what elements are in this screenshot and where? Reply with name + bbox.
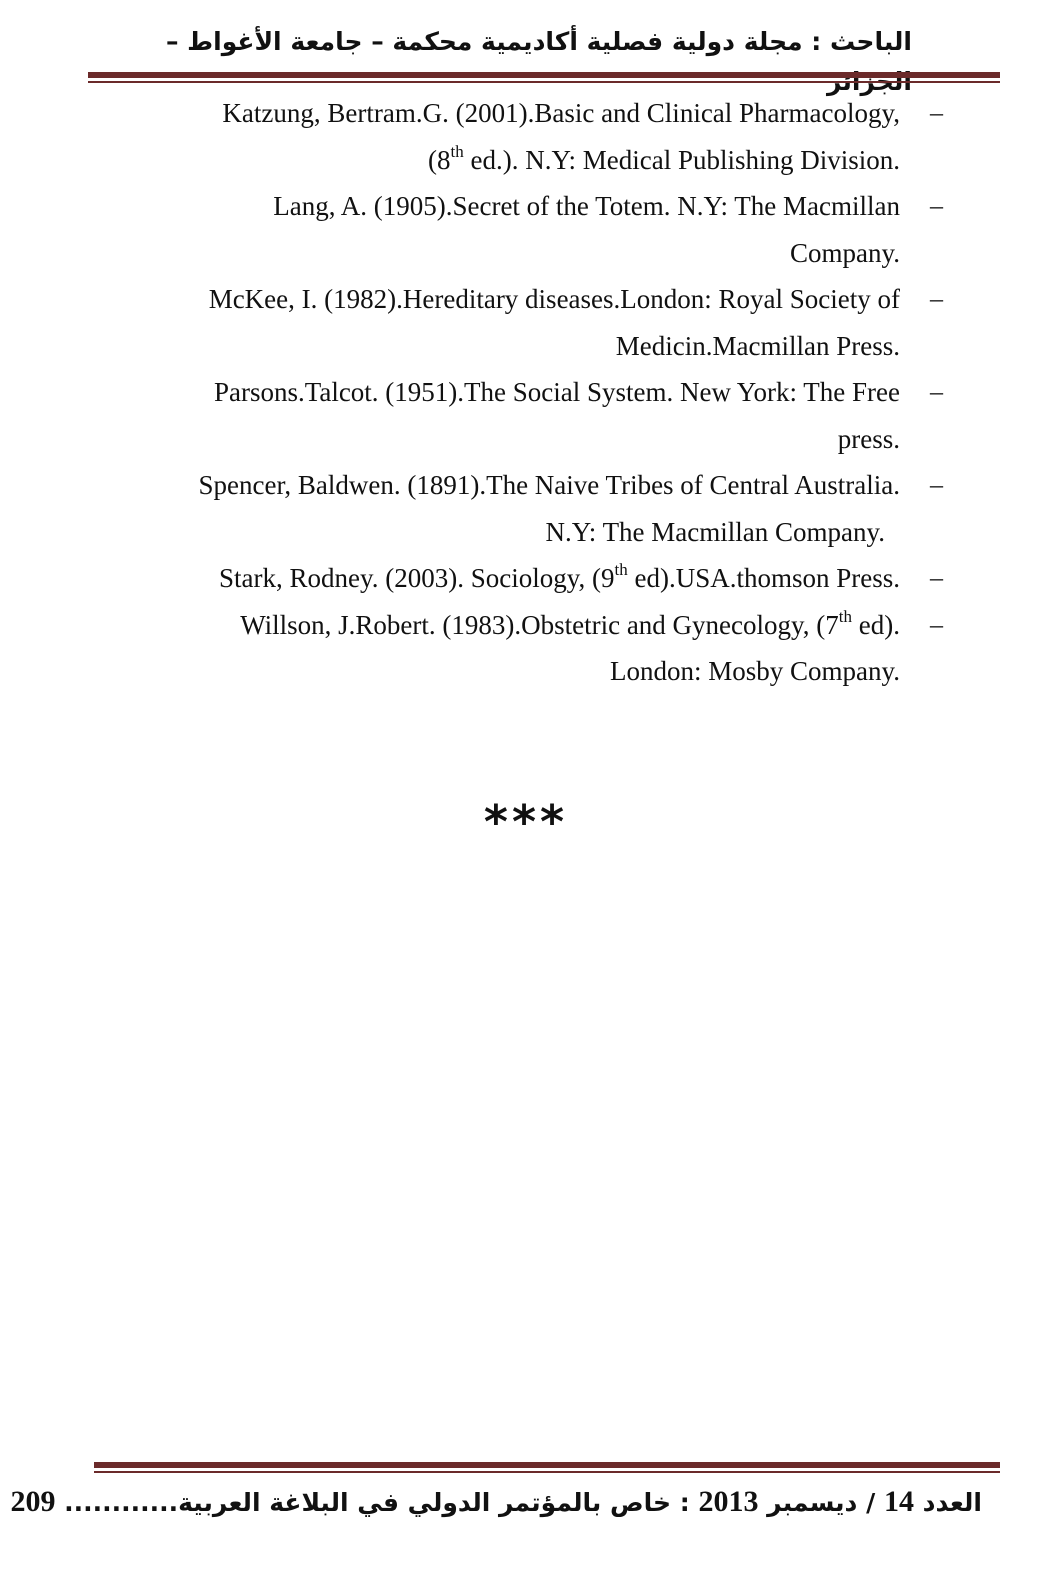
list-dash: – xyxy=(930,284,943,313)
list-dash: – xyxy=(930,470,943,499)
reference-line-continued: (8th ed.). N.Y: Medical Publishing Division. xyxy=(428,141,900,175)
reference-line: Katzung, Bertram.G. (2001).Basic and Clinical Pharmacology, xyxy=(222,98,900,128)
list-dash: – xyxy=(930,609,943,639)
reference-list xyxy=(70,90,950,695)
reference-line: Stark, Rodney. (2003). Sociology, (9th ed).USA.thomson Press. xyxy=(219,560,900,593)
reference-item xyxy=(70,90,950,183)
reference-line-continued: Medicin.Macmillan Press. xyxy=(615,330,900,361)
list-dash: – xyxy=(930,563,943,592)
issue-number: 14 xyxy=(883,1485,914,1518)
reference-item xyxy=(70,369,950,462)
list-dash: – xyxy=(930,377,943,406)
issue-label: العدد xyxy=(922,1488,982,1517)
reference-line: McKee, I. (1982).Hereditary diseases.London: Royal Society of xyxy=(208,284,900,314)
reference-line: Spencer, Baldwen. (1891).The Naive Tribes of Central Australia. xyxy=(198,470,900,500)
reference-item xyxy=(70,555,950,602)
reference-item xyxy=(70,276,950,369)
footer-slash: / xyxy=(866,1488,876,1517)
footer-year: 2013 xyxy=(698,1485,759,1518)
footer-rule xyxy=(94,1462,1000,1473)
reference-line-continued: N.Y: The Macmillan Company. xyxy=(545,516,885,547)
footer-month: ديسمبر xyxy=(767,1488,858,1517)
footer-description: : خاص بالمؤتمر الدولي في البلاغة العربية............ xyxy=(64,1488,690,1517)
list-dash: – xyxy=(930,98,943,127)
reference-item xyxy=(70,183,950,276)
list-dash: – xyxy=(930,191,943,220)
running-footer xyxy=(10,1478,982,1527)
reference-line-continued: press. xyxy=(837,423,900,454)
header-rule xyxy=(88,72,1000,83)
reference-line: Lang, A. (1905).Secret of the Totem. N.Y: The Macmillan xyxy=(273,191,900,221)
reference-item xyxy=(70,602,950,695)
reference-line: Willson, J.Robert. (1983).Obstetric and Gynecology, (7th ed). xyxy=(240,606,900,640)
page-number: 209 xyxy=(10,1485,56,1518)
reference-line-continued: London: Mosby Company. xyxy=(610,656,900,686)
reference-item xyxy=(70,462,950,555)
reference-line-continued: Company. xyxy=(790,237,900,268)
running-header: الباحث : مجلة دولية فصلية أكاديمية محكمة – جامعة الأغواط – xyxy=(165,27,912,56)
reference-line: Parsons.Talcot. (1951).The Social System. New York: The Free xyxy=(213,377,900,407)
section-separator: *** xyxy=(483,795,569,849)
